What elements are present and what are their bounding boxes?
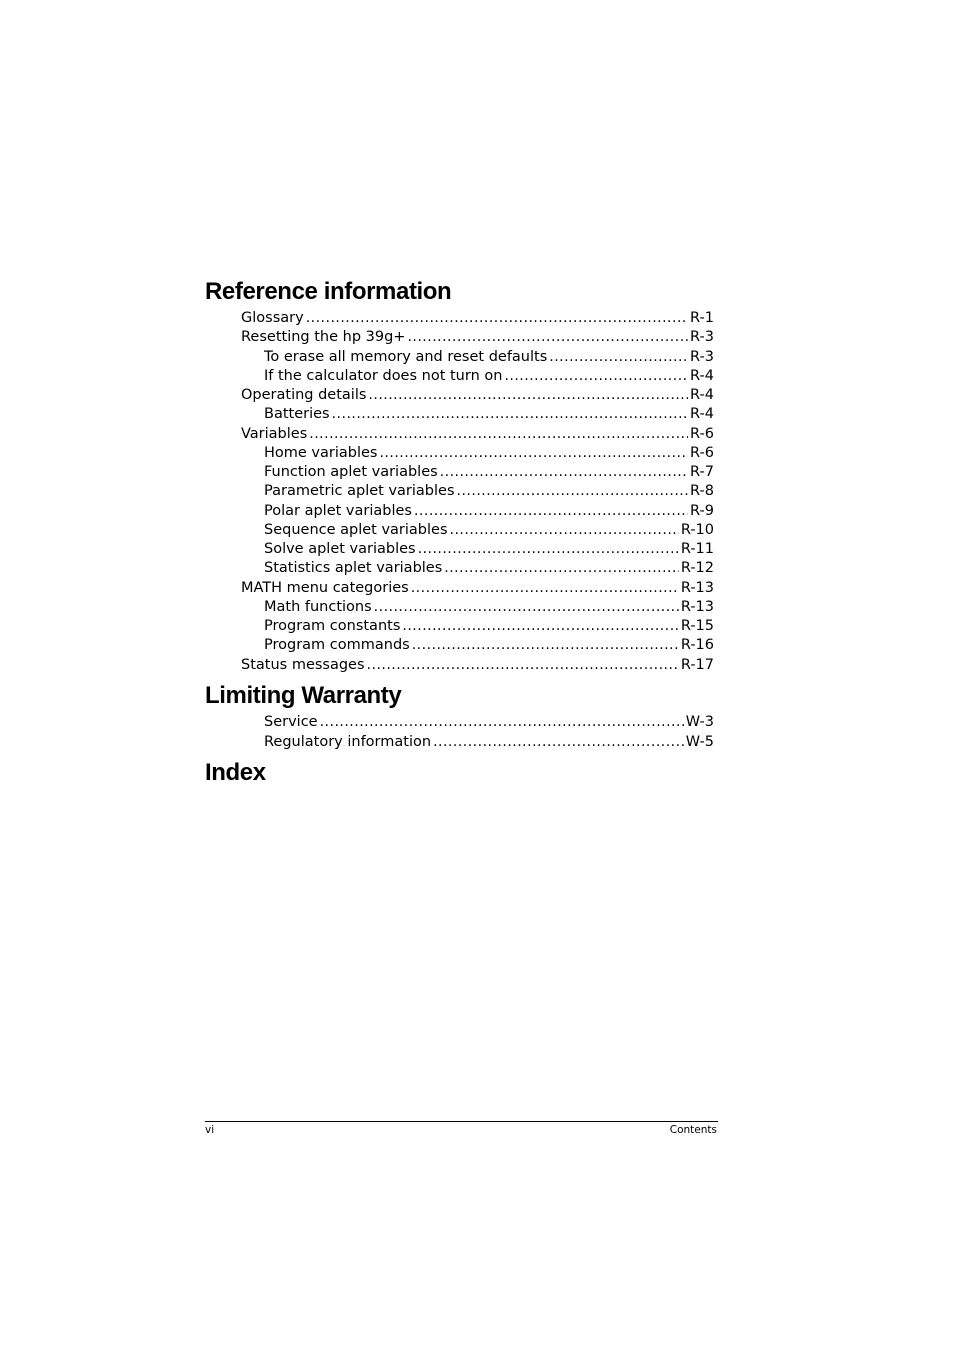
toc-entry-title: Function aplet variables bbox=[264, 464, 438, 480]
toc-entry-page: R-9 bbox=[690, 503, 714, 519]
toc-entry-page: R-15 bbox=[680, 618, 714, 634]
toc-entry-page: R-4 bbox=[690, 387, 714, 403]
dot-leader bbox=[412, 635, 679, 655]
dot-leader bbox=[457, 481, 689, 501]
toc-entry-does-not-turn-on[interactable] bbox=[264, 366, 714, 386]
toc-entry-erase-memory[interactable] bbox=[264, 347, 714, 367]
toc-entry-title: Variables bbox=[241, 426, 308, 442]
toc-entry-page: R-1 bbox=[690, 310, 714, 326]
toc-entry-page: R-7 bbox=[690, 464, 714, 480]
toc-entry-title: Batteries bbox=[264, 406, 330, 422]
toc-entry-title: Statistics aplet variables bbox=[264, 560, 443, 576]
dot-leader bbox=[368, 385, 688, 405]
toc-entry-title: Sequence aplet variables bbox=[264, 522, 448, 538]
toc-entry-title: Polar aplet variables bbox=[264, 503, 412, 519]
dot-leader bbox=[367, 655, 679, 675]
toc-entry-title: Service bbox=[264, 714, 318, 730]
footer-divider bbox=[205, 1121, 718, 1122]
toc-entry-page: R-3 bbox=[690, 349, 714, 365]
toc-entry-title: Solve aplet variables bbox=[264, 541, 416, 557]
toc-entry-page: R-6 bbox=[690, 426, 714, 442]
toc-entry-home-variables[interactable] bbox=[264, 443, 714, 463]
dot-leader bbox=[411, 578, 679, 598]
dot-leader bbox=[309, 424, 688, 444]
dot-leader bbox=[320, 712, 684, 732]
toc-entry-title: Glossary bbox=[241, 310, 304, 326]
toc-entry-title: Status messages bbox=[241, 657, 365, 673]
toc-entry-function-aplet-variables[interactable] bbox=[264, 462, 714, 482]
dot-leader bbox=[407, 327, 688, 347]
toc-entry-sequence-aplet-variables[interactable] bbox=[264, 520, 714, 540]
toc-entry-page: R-11 bbox=[680, 541, 714, 557]
toc-entry-status-messages[interactable] bbox=[241, 655, 714, 675]
toc-entry-page: R-6 bbox=[690, 445, 714, 461]
footer-section-name: Contents bbox=[669, 1124, 717, 1136]
dot-leader bbox=[440, 462, 688, 482]
toc-entry-batteries[interactable] bbox=[264, 404, 714, 424]
toc-entry-glossary[interactable] bbox=[241, 308, 714, 328]
toc-entry-operating-details[interactable] bbox=[241, 385, 714, 405]
toc-entry-math-functions[interactable] bbox=[264, 597, 714, 617]
dot-leader bbox=[450, 520, 679, 540]
toc-entry-math-menu-categories[interactable] bbox=[241, 578, 714, 598]
dot-leader bbox=[379, 443, 688, 463]
toc-entry-page: W-5 bbox=[685, 734, 714, 750]
toc-entry-page: R-4 bbox=[690, 368, 714, 384]
toc-entry-title: MATH menu categories bbox=[241, 580, 409, 596]
toc-entry-resetting[interactable] bbox=[241, 327, 714, 347]
toc-entry-page: R-17 bbox=[680, 657, 714, 673]
dot-leader bbox=[549, 347, 688, 367]
toc-entry-title: Operating details bbox=[241, 387, 367, 403]
dot-leader bbox=[414, 501, 688, 521]
toc-entry-title: Regulatory information bbox=[264, 734, 432, 750]
heading-index: Index bbox=[205, 759, 266, 786]
toc-entry-title: Math functions bbox=[264, 599, 372, 615]
toc-entry-title: Program commands bbox=[264, 637, 410, 653]
toc-entry-page: R-13 bbox=[680, 599, 714, 615]
toc-entry-title: Resetting the hp 39g+ bbox=[241, 329, 406, 345]
toc-entry-regulatory-information[interactable] bbox=[264, 732, 714, 752]
toc-entry-service[interactable] bbox=[264, 712, 714, 732]
dot-leader bbox=[433, 732, 684, 752]
toc-entry-page: R-4 bbox=[690, 406, 714, 422]
toc-entry-statistics-aplet-variables[interactable] bbox=[264, 558, 714, 578]
toc-entry-title: Program constants bbox=[264, 618, 401, 634]
toc-entry-page: R-12 bbox=[680, 560, 714, 576]
toc-entry-title: Parametric aplet variables bbox=[264, 483, 455, 499]
toc-entry-title: To erase all memory and reset defaults bbox=[264, 349, 548, 365]
toc-entry-page: R-13 bbox=[680, 580, 714, 596]
heading-limiting-warranty: Limiting Warranty bbox=[205, 682, 402, 709]
toc-entry-solve-aplet-variables[interactable] bbox=[264, 539, 714, 559]
heading-reference-information: Reference information bbox=[205, 278, 452, 305]
toc-entry-page: R-3 bbox=[690, 329, 714, 345]
dot-leader bbox=[444, 558, 679, 578]
toc-entry-polar-aplet-variables[interactable] bbox=[264, 501, 714, 521]
dot-leader bbox=[418, 539, 679, 559]
toc-entry-program-constants[interactable] bbox=[264, 616, 714, 636]
toc-entry-title: Home variables bbox=[264, 445, 378, 461]
dot-leader bbox=[504, 366, 688, 386]
toc-entry-program-commands[interactable] bbox=[264, 635, 714, 655]
dot-leader bbox=[374, 597, 679, 617]
dot-leader bbox=[306, 308, 688, 328]
dot-leader bbox=[332, 404, 688, 424]
toc-entry-parametric-aplet-variables[interactable] bbox=[264, 481, 714, 501]
toc-entry-page: R-16 bbox=[680, 637, 714, 653]
toc-entry-title: If the calculator does not turn on bbox=[264, 368, 503, 384]
footer-page-number: vi bbox=[205, 1124, 215, 1136]
toc-entry-variables[interactable] bbox=[241, 424, 714, 444]
dot-leader bbox=[402, 616, 678, 636]
toc-entry-page: R-8 bbox=[690, 483, 714, 499]
toc-entry-page: W-3 bbox=[685, 714, 714, 730]
toc-entry-page: R-10 bbox=[680, 522, 714, 538]
